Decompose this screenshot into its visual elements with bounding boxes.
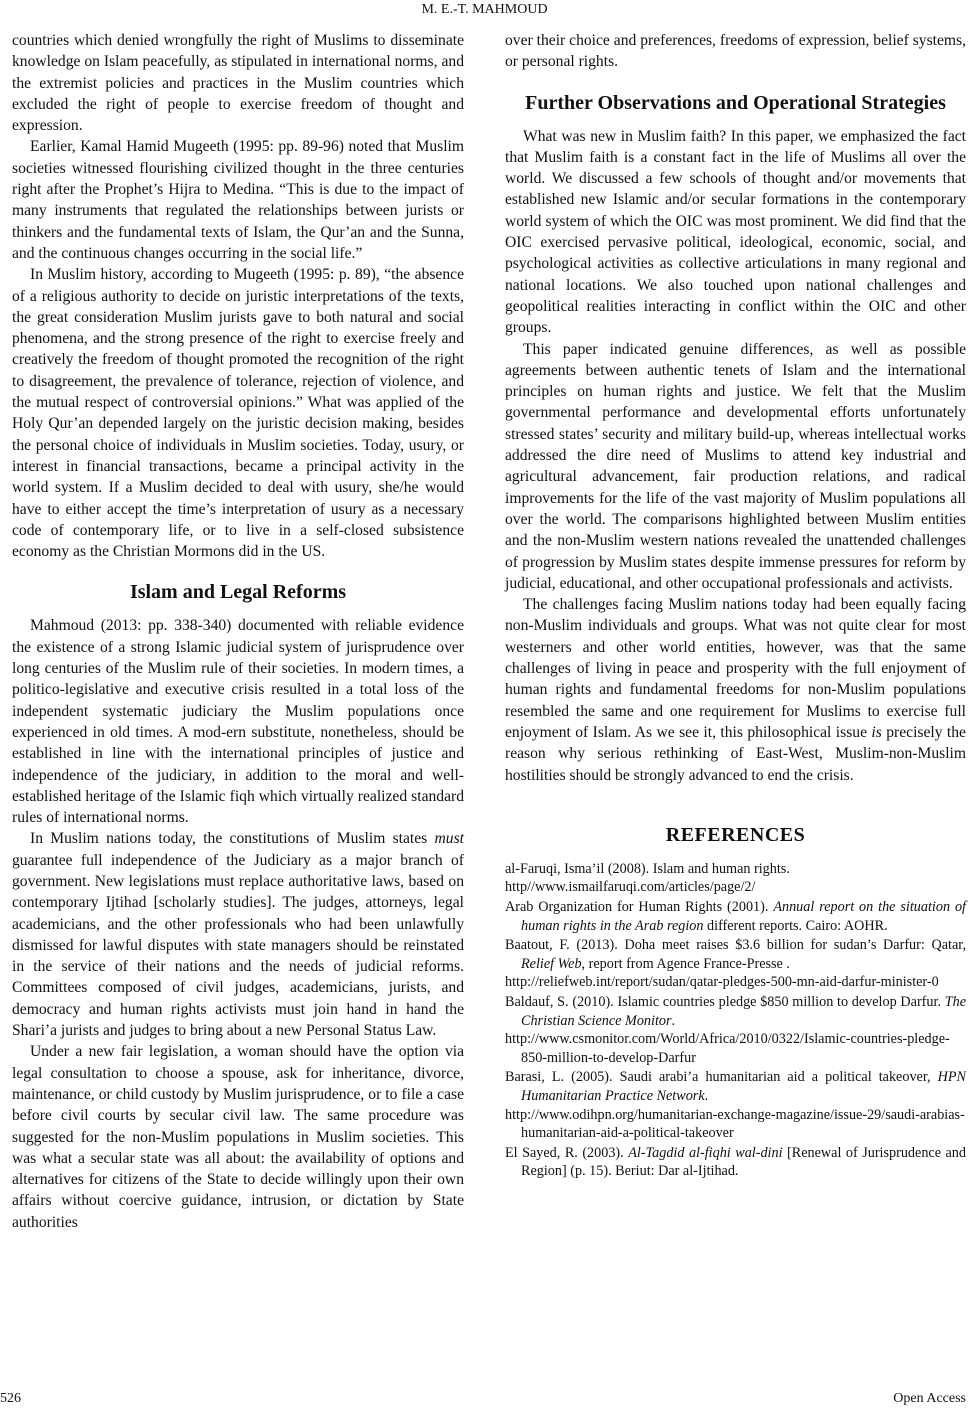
- italic-text: HPN Humanitarian Practice Network: [521, 1069, 966, 1104]
- page-number: 526: [0, 1391, 21, 1406]
- text-run: , report from Agence France-Presse .: [581, 955, 790, 972]
- paragraph: [505, 339, 966, 595]
- paragraph: [12, 30, 464, 136]
- text-run: Earlier, Kamal Hamid Mugeeth (1995: pp. 89-96) noted that Muslim societies witnessed flourishing civilized thought in the three centuries right after the Prophet’s Hijra to Medina. “This is due to the impact of many instruments that regulated the relationships between jurists or thinkers and the fundamental texts of Islam, the Qur’an and the Sunna, and the continuous changes occurring in the social life.”: [12, 138, 464, 262]
- paragraph: [505, 126, 966, 339]
- text-run: different reports. Cairo: AOHR.: [703, 917, 888, 934]
- paragraph: [12, 615, 464, 828]
- reference-url[interactable]: http://reliefweb.int/report/sudan/qatar-pledges-500-mn-aid-darfur-minister-0: [505, 974, 939, 991]
- text-run: In Muslim nations today, the constitutions of Muslim states: [30, 830, 435, 848]
- text-run: In Muslim history, according to Mugeeth (1995: p. 89), “the absence of a religious authority to decide on juristic interpretations of the texts, the great consideration Muslim jurists gave to both natural and social phenomena, and the strong presence of the right to exercise freely and creatively the freedom of thought promoted the recognition of the right to disagreement, the prevalence of tolerance, rejection of violence, and the mutual respect of controversial opinions.” What was applied of the Holy Qur’an depended largely on the juristic decision making, besides the personal choice of individuals in Muslim societies. Today, usury, or interest in financial transactions, became a principal activity in the world system. If a Muslim decided to deal with usury, she/he would have to either accept the time’s interpretation of usury as a necessary code of contemporary life, or to live in a self-closed subsistence economy as the Christian Mormons did in the US.: [12, 266, 464, 561]
- paragraph: [12, 1041, 464, 1233]
- paragraph: [505, 30, 966, 73]
- text-run: precisely the reason why serious rethinking of East-West, Muslim-non-Muslim hostilities should be strongly advanced to end the crisis.: [505, 723, 966, 784]
- italic-text: Relief Web: [521, 955, 582, 972]
- text-run: Barasi, L. (2005). Saudi arabi’a humanitarian aid a political takeover,: [505, 1069, 938, 1086]
- reference-entry: [505, 993, 966, 1067]
- text-run: El Sayed, R. (2003).: [505, 1144, 629, 1161]
- italic-text: The Christian Science Monitor: [521, 993, 966, 1029]
- text-run: Baldauf, S. (2010). Islamic countries pledge $850 million to develop Darfur.: [505, 993, 945, 1010]
- section-heading: Further Observations and Operational Strategies: [525, 91, 946, 114]
- italic-text: must: [434, 830, 464, 848]
- reference-url[interactable]: http://www.csmonitor.com/World/Africa/2010/0322/Islamic-countries-pledge-850-million-to-develop-Darfur: [505, 1031, 950, 1066]
- text-run: countries which denied wrongfully the right of Muslims to disseminate knowledge on Islam peacefully, as stipulated in international norms, and the extremist policies and practices in the Muslim countries which excluded the right of people to exercise freedom of thought and expression.: [12, 32, 464, 135]
- section-heading: Islam and Legal Reforms: [129, 581, 347, 604]
- text-run: Baatout, F. (2013). Doha meet raises $3.6 billion for sudan’s Darfur: Qatar,: [505, 937, 966, 954]
- text-run: over their choice and preferences, freedoms of expression, belief systems, or personal rights.: [505, 32, 966, 71]
- reference-entry: [505, 898, 966, 935]
- reference-url[interactable]: http//www.ismailfaruqi.com/articles/page/2/: [505, 879, 756, 896]
- reference-entry: [505, 936, 966, 992]
- italic-text: Annual report on the situation of human rights in the Arab region: [521, 898, 966, 934]
- open-access-label: Open Access: [893, 1391, 966, 1406]
- left-column: [12, 30, 464, 1233]
- paragraph: [505, 594, 966, 786]
- italic-text: Al-Tagdid al-fiqhi wal-dini: [628, 1144, 783, 1161]
- text-run: al-Faruqi, Isma’il (2008). Islam and human rights.: [505, 860, 790, 877]
- text-run: The challenges facing Muslim nations today had been equally facing non-Muslim individuals and groups. What was not quite clear for most westerners and other world entities, however, was that the same challenges of living in peace and prosperity with the full enjoyment of human rights and fundamental freedoms for non-Muslim populations resembled the same and one requirement for Muslims to exercise full enjoyment of Islam. As we see it, this philosophical issue: [505, 596, 966, 741]
- text-run: .: [704, 1087, 709, 1104]
- italic-text: is: [871, 723, 882, 741]
- paragraph: [12, 828, 464, 1041]
- running-header: M. E.-T. MAHMOUD: [421, 2, 548, 17]
- right-column: [505, 30, 966, 1182]
- text-run: This paper indicated genuine differences, as well as possible agreements between authentic tenets of Islam and the international principles on human rights and justice. We felt that the Muslim governmental performance and developmental efforts unfortunately stressed states’ security and military build-up, whereas intellectual works addressed the dire need of Muslims to attend key industrial and agricultural advancement, fair production relations, and radical improvements for the life of the vast majority of Muslim populations all over the world. The comparisons highlighted between Muslim entities and the non-Muslim western nations revealed the unattended challenges of progression by Muslim states despite immense pressures for reform by judicial, educational, and other occupational professionals and activists.: [505, 340, 966, 592]
- text-run: Mahmoud (2013: pp. 338-340) documented with reliable evidence the existence of a strong Islamic judicial system of jurisprudence over long centuries of the Muslim rule of their societies. In modern times, a politico-legislative and executive crisis resulted in a total loss of the independent systematic judiciary the Muslim populations once experienced in old times. A mod-ern substitute, nonetheless, should be established in line with the international principles of justice and independence of the judiciary, in addition to the moral and well-established heritage of the Islamic fiqh which virtually realized standard rules of international norms.: [12, 617, 464, 827]
- reference-url[interactable]: http://www.odihpn.org/humanitarian-exchange-magazine/issue-29/saudi-arabias-humanitarian-aid-a-political-takeover: [505, 1106, 965, 1142]
- reference-entry: [505, 1144, 966, 1181]
- paragraph: [12, 264, 464, 562]
- text-run: [Renewal of Jurisprudence and Region] (p. 15). Beriut: Dar al-Ijtihad.: [521, 1144, 966, 1180]
- text-run: What was new in Muslim faith? In this paper, we emphasized the fact that Muslim faith is a constant fact in the life of Muslims all over the world. We discussed a few schools of thought and/or movements that established new Islamic and/or secular formations in the contemporary world system of which the OIC was most prominent. We did find that the OIC exercised pervasive political, ideological, economic, social, and psychological activities as collective articulations in many regional and national locations. We also touched upon national challenges and geopolitical realities interacting in conflict within the OIC and other groups.: [505, 127, 966, 337]
- text-run: guarantee full independence of the Judiciary as a major branch of government. New legislations must replace authoritative laws, based on contemporary Ijtihad [scholarly studies]. The judges, attorneys, legal academicians, and the other professionals who had been unlawfully dismissed for lawful disputes with state managers should be reinstated in the service of their nations and the needs of judicial reforms. Committees composed of civil judges, academicians, jurists, and democracy and human rights activists must join hand in hand the Shari’a jurists and judges to bring about a new Personal Status Law.: [12, 851, 464, 1040]
- references-heading: REFERENCES: [665, 823, 806, 846]
- reference-entry: [505, 860, 966, 897]
- paragraph: [12, 136, 464, 264]
- text-run: Arab Organization for Human Rights (2001).: [505, 898, 774, 915]
- text-run: .: [671, 1012, 676, 1029]
- reference-entry: [505, 1068, 966, 1142]
- text-run: Under a new fair legislation, a woman should have the option via legal consultation to choose a spouse, ask for inheritance, divorce, maintenance, or child custody by Muslim jurisprudence, or to file a case before civil courts by secular civil law. The same procedure was suggested for the non-Muslim populations in Muslim societies. This was what a secular state was all about: the availability of options and alternatives for citizens of the State to decide willingly upon their own affairs without coercive guidance, intrusion, or dictation by State authorities: [12, 1043, 464, 1231]
